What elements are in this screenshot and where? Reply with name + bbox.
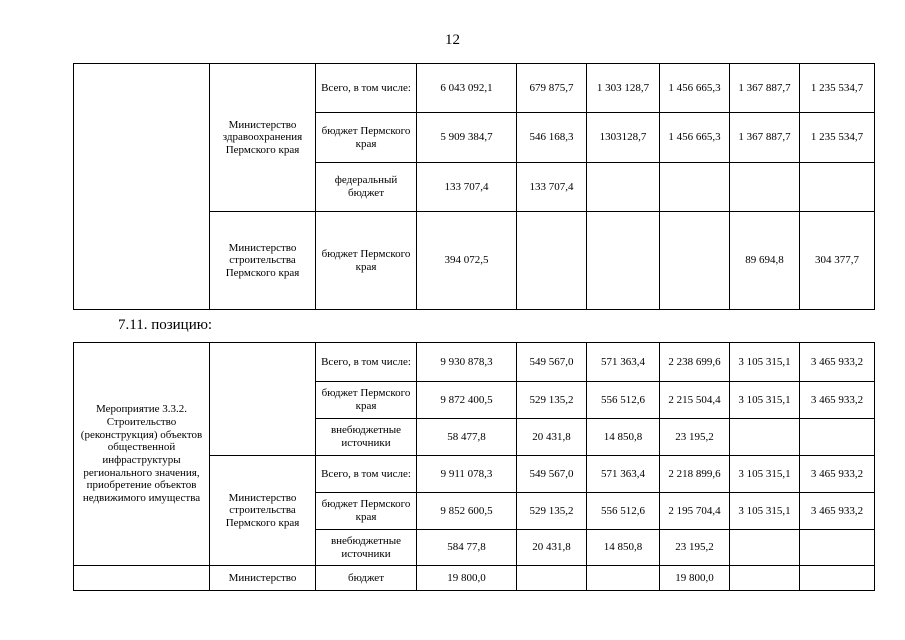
value-cell: 3 105 315,1: [730, 456, 800, 493]
value-cell: 19 800,0: [417, 566, 517, 591]
value-cell: 23 195,2: [660, 419, 730, 456]
value-cell: 3 465 933,2: [800, 382, 875, 419]
value-cell: 394 072,5: [417, 212, 517, 310]
value-cell: [800, 530, 875, 566]
value-cell: 549 567,0: [517, 456, 587, 493]
executor-cell: Министерство строительства Пермского края: [210, 212, 316, 310]
activity-cell: Мероприятие 3.3.2. Строительство (реконструкция) объектов общественной инфраструктуры регионального значения, приобретение объектов недвижимого имущества: [74, 343, 210, 566]
value-cell: 571 363,4: [587, 456, 660, 493]
value-cell: 1 367 887,7: [730, 64, 800, 113]
value-cell: [587, 163, 660, 212]
value-cell: [517, 212, 587, 310]
empty-cell: [74, 64, 210, 310]
value-cell: 2 215 504,4: [660, 382, 730, 419]
value-cell: 1 235 534,7: [800, 113, 875, 163]
value-cell: [730, 566, 800, 591]
source-cell: бюджет Пермского края: [316, 212, 417, 310]
value-cell: 571 363,4: [587, 343, 660, 382]
value-cell: 2 218 899,6: [660, 456, 730, 493]
value-cell: [660, 212, 730, 310]
value-cell: 133 707,4: [517, 163, 587, 212]
value-cell: 19 800,0: [660, 566, 730, 591]
value-cell: [517, 566, 587, 591]
value-cell: 1 456 665,3: [660, 113, 730, 163]
value-cell: 556 512,6: [587, 382, 660, 419]
value-cell: 1 303 128,7: [587, 64, 660, 113]
value-cell: 529 135,2: [517, 493, 587, 530]
page-number: 12: [445, 32, 460, 48]
table-row: [74, 64, 875, 113]
value-cell: 2 238 699,6: [660, 343, 730, 382]
value-cell: 1 456 665,3: [660, 64, 730, 113]
empty-cell: [74, 566, 210, 591]
value-cell: [660, 163, 730, 212]
source-cell: бюджет Пермского края: [316, 493, 417, 530]
value-cell: 3 465 933,2: [800, 456, 875, 493]
source-cell: внебюджетные источники: [316, 419, 417, 456]
value-cell: 2 195 704,4: [660, 493, 730, 530]
value-cell: 6 043 092,1: [417, 64, 517, 113]
source-cell: федеральный бюджет: [316, 163, 417, 212]
value-cell: 679 875,7: [517, 64, 587, 113]
value-cell: 9 930 878,3: [417, 343, 517, 382]
value-cell: 1303128,7: [587, 113, 660, 163]
table-row: [74, 566, 875, 591]
value-cell: [587, 212, 660, 310]
value-cell: [587, 566, 660, 591]
executor-cell: Министерство: [210, 566, 316, 591]
section-heading: 7.11. позицию:: [118, 317, 213, 333]
value-cell: 89 694,8: [730, 212, 800, 310]
value-cell: 3 465 933,2: [800, 493, 875, 530]
value-cell: 14 850,8: [587, 419, 660, 456]
source-cell: внебюджетные источники: [316, 530, 417, 566]
value-cell: 584 77,8: [417, 530, 517, 566]
value-cell: 3 105 315,1: [730, 493, 800, 530]
value-cell: [730, 163, 800, 212]
source-cell: Всего, в том числе:: [316, 64, 417, 113]
value-cell: 20 431,8: [517, 530, 587, 566]
executor-cell: Министерство строительства Пермского края: [210, 456, 316, 566]
value-cell: 1 235 534,7: [800, 64, 875, 113]
value-cell: [730, 419, 800, 456]
source-cell: бюджет: [316, 566, 417, 591]
value-cell: 3 465 933,2: [800, 343, 875, 382]
value-cell: [730, 530, 800, 566]
source-cell: бюджет Пермского края: [316, 113, 417, 163]
empty-cell: [210, 343, 316, 456]
funding-table-position: [73, 342, 875, 591]
value-cell: 23 195,2: [660, 530, 730, 566]
value-cell: [800, 419, 875, 456]
value-cell: [800, 566, 875, 591]
value-cell: [800, 163, 875, 212]
value-cell: 3 105 315,1: [730, 382, 800, 419]
table-row: [74, 343, 875, 382]
value-cell: 14 850,8: [587, 530, 660, 566]
value-cell: 9 852 600,5: [417, 493, 517, 530]
value-cell: 58 477,8: [417, 419, 517, 456]
value-cell: 20 431,8: [517, 419, 587, 456]
funding-table-continued: [73, 63, 875, 310]
source-cell: бюджет Пермского края: [316, 382, 417, 419]
value-cell: 1 367 887,7: [730, 113, 800, 163]
value-cell: 133 707,4: [417, 163, 517, 212]
value-cell: 9 872 400,5: [417, 382, 517, 419]
value-cell: 3 105 315,1: [730, 343, 800, 382]
value-cell: 556 512,6: [587, 493, 660, 530]
source-cell: Всего, в том числе:: [316, 343, 417, 382]
value-cell: 529 135,2: [517, 382, 587, 419]
value-cell: 304 377,7: [800, 212, 875, 310]
value-cell: 9 911 078,3: [417, 456, 517, 493]
source-cell: Всего, в том числе:: [316, 456, 417, 493]
value-cell: 546 168,3: [517, 113, 587, 163]
value-cell: 5 909 384,7: [417, 113, 517, 163]
executor-cell: Министерство здравоохранения Пермского края: [210, 64, 316, 212]
value-cell: 549 567,0: [517, 343, 587, 382]
